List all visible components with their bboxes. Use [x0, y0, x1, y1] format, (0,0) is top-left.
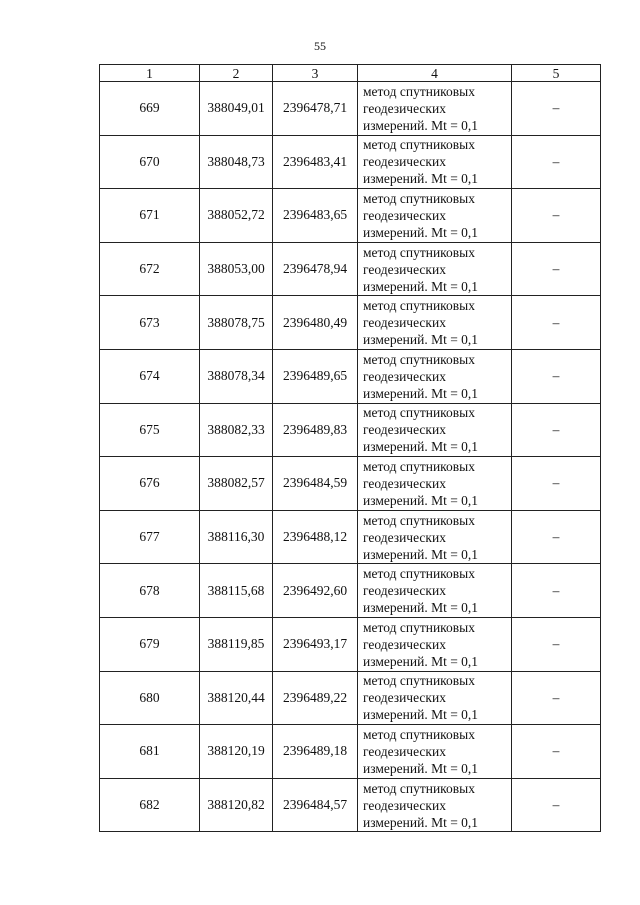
- point-number-cell: 680: [100, 671, 200, 725]
- x-coordinate-cell: 388115,68: [200, 564, 273, 618]
- table-header-row: [100, 65, 601, 82]
- method-line: метод спутниковых: [363, 137, 475, 153]
- method-line: геодезических: [363, 154, 446, 170]
- note-cell: –: [512, 457, 601, 511]
- table-row: [100, 135, 601, 189]
- table-row: [100, 403, 601, 457]
- table-row: [100, 725, 601, 779]
- x-coordinate-cell: 388082,33: [200, 403, 273, 457]
- x-coordinate-cell: 388120,19: [200, 725, 273, 779]
- method-line: геодезических: [363, 207, 446, 223]
- method-line: измерений. Mt = 0,1: [363, 814, 479, 830]
- table-row: [100, 778, 601, 832]
- point-number-cell: 681: [100, 725, 200, 779]
- method-line: метод спутниковых: [363, 351, 475, 367]
- table-row: [100, 457, 601, 511]
- method-line: измерений. Mt = 0,1: [363, 439, 479, 455]
- point-number-cell: 672: [100, 242, 200, 296]
- table-row: [100, 564, 601, 618]
- y-coordinate-cell: 2396483,65: [273, 189, 358, 243]
- method-line: метод спутниковых: [363, 244, 475, 260]
- x-coordinate-cell: 388053,00: [200, 242, 273, 296]
- y-coordinate-cell: 2396489,22: [273, 671, 358, 725]
- method-line: геодезических: [363, 636, 446, 652]
- x-coordinate-cell: 388049,01: [200, 82, 273, 136]
- note-cell: –: [512, 564, 601, 618]
- method-line: метод спутниковых: [363, 512, 475, 528]
- method-line: геодезических: [363, 475, 446, 491]
- note-cell: –: [512, 778, 601, 832]
- note-cell: –: [512, 189, 601, 243]
- table-row: [100, 82, 601, 136]
- table-row: [100, 296, 601, 350]
- point-number-cell: 678: [100, 564, 200, 618]
- y-coordinate-cell: 2396489,18: [273, 725, 358, 779]
- method-line: геодезических: [363, 100, 446, 116]
- method-line: измерений. Mt = 0,1: [363, 492, 479, 508]
- method-line: метод спутниковых: [363, 83, 475, 99]
- method-line: геодезических: [363, 261, 446, 277]
- method-line: измерений. Mt = 0,1: [363, 278, 479, 294]
- method-line: метод спутниковых: [363, 405, 475, 421]
- header-col-3: 3: [273, 65, 358, 82]
- y-coordinate-cell: 2396493,17: [273, 617, 358, 671]
- method-line: измерений. Mt = 0,1: [363, 760, 479, 776]
- note-cell: –: [512, 296, 601, 350]
- y-coordinate-cell: 2396488,12: [273, 510, 358, 564]
- note-cell: –: [512, 403, 601, 457]
- method-cell: [358, 564, 512, 618]
- x-coordinate-cell: 388048,73: [200, 135, 273, 189]
- method-line: геодезических: [363, 583, 446, 599]
- y-coordinate-cell: 2396480,49: [273, 296, 358, 350]
- table-row: [100, 617, 601, 671]
- point-number-cell: 679: [100, 617, 200, 671]
- method-line: метод спутниковых: [363, 190, 475, 206]
- point-number-cell: 674: [100, 349, 200, 403]
- method-line: геодезических: [363, 690, 446, 706]
- method-cell: [358, 349, 512, 403]
- table-row: [100, 510, 601, 564]
- point-number-cell: 669: [100, 82, 200, 136]
- method-line: измерений. Mt = 0,1: [363, 600, 479, 616]
- method-cell: [358, 725, 512, 779]
- method-line: метод спутниковых: [363, 726, 475, 742]
- method-line: метод спутниковых: [363, 458, 475, 474]
- method-line: геодезических: [363, 743, 446, 759]
- method-line: геодезических: [363, 315, 446, 331]
- x-coordinate-cell: 388120,44: [200, 671, 273, 725]
- point-number-cell: 676: [100, 457, 200, 511]
- method-cell: [358, 296, 512, 350]
- page-number: 55: [314, 39, 326, 53]
- table-row: [100, 349, 601, 403]
- note-cell: –: [512, 725, 601, 779]
- x-coordinate-cell: 388116,30: [200, 510, 273, 564]
- y-coordinate-cell: 2396489,83: [273, 403, 358, 457]
- note-cell: –: [512, 349, 601, 403]
- header-col-1: 1: [100, 65, 200, 82]
- y-coordinate-cell: 2396478,94: [273, 242, 358, 296]
- method-cell: [358, 403, 512, 457]
- y-coordinate-cell: 2396478,71: [273, 82, 358, 136]
- header-col-4: 4: [358, 65, 512, 82]
- method-line: измерений. Mt = 0,1: [363, 653, 479, 669]
- method-line: метод спутниковых: [363, 673, 475, 689]
- method-line: геодезических: [363, 797, 446, 813]
- table-body: [100, 82, 601, 832]
- point-number-cell: 677: [100, 510, 200, 564]
- method-line: измерений. Mt = 0,1: [363, 385, 479, 401]
- point-number-cell: 670: [100, 135, 200, 189]
- y-coordinate-cell: 2396489,65: [273, 349, 358, 403]
- method-line: метод спутниковых: [363, 566, 475, 582]
- table-row: [100, 189, 601, 243]
- y-coordinate-cell: 2396484,59: [273, 457, 358, 511]
- method-cell: [358, 617, 512, 671]
- method-cell: [358, 671, 512, 725]
- method-line: измерений. Mt = 0,1: [363, 546, 479, 562]
- method-cell: [358, 82, 512, 136]
- x-coordinate-cell: 388082,57: [200, 457, 273, 511]
- method-line: измерений. Mt = 0,1: [363, 117, 479, 133]
- x-coordinate-cell: 388078,75: [200, 296, 273, 350]
- header-col-2: 2: [200, 65, 273, 82]
- y-coordinate-cell: 2396483,41: [273, 135, 358, 189]
- method-cell: [358, 510, 512, 564]
- method-line: метод спутниковых: [363, 619, 475, 635]
- header-col-5: 5: [512, 65, 601, 82]
- method-line: измерений. Mt = 0,1: [363, 707, 479, 723]
- method-line: измерений. Mt = 0,1: [363, 171, 479, 187]
- note-cell: –: [512, 671, 601, 725]
- note-cell: –: [512, 135, 601, 189]
- x-coordinate-cell: 388119,85: [200, 617, 273, 671]
- method-cell: [358, 457, 512, 511]
- method-line: измерений. Mt = 0,1: [363, 224, 479, 240]
- table-row: [100, 242, 601, 296]
- method-line: метод спутниковых: [363, 780, 475, 796]
- point-number-cell: 682: [100, 778, 200, 832]
- x-coordinate-cell: 388078,34: [200, 349, 273, 403]
- coordinates-table: [99, 64, 601, 832]
- point-number-cell: 673: [100, 296, 200, 350]
- y-coordinate-cell: 2396492,60: [273, 564, 358, 618]
- note-cell: –: [512, 617, 601, 671]
- method-line: метод спутниковых: [363, 298, 475, 314]
- method-line: измерений. Mt = 0,1: [363, 332, 479, 348]
- x-coordinate-cell: 388120,82: [200, 778, 273, 832]
- method-line: геодезических: [363, 368, 446, 384]
- x-coordinate-cell: 388052,72: [200, 189, 273, 243]
- method-cell: [358, 189, 512, 243]
- method-cell: [358, 778, 512, 832]
- method-line: геодезических: [363, 529, 446, 545]
- method-cell: [358, 242, 512, 296]
- note-cell: –: [512, 242, 601, 296]
- table-row: [100, 671, 601, 725]
- method-cell: [358, 135, 512, 189]
- note-cell: –: [512, 82, 601, 136]
- note-cell: –: [512, 510, 601, 564]
- y-coordinate-cell: 2396484,57: [273, 778, 358, 832]
- method-line: геодезических: [363, 422, 446, 438]
- point-number-cell: 675: [100, 403, 200, 457]
- point-number-cell: 671: [100, 189, 200, 243]
